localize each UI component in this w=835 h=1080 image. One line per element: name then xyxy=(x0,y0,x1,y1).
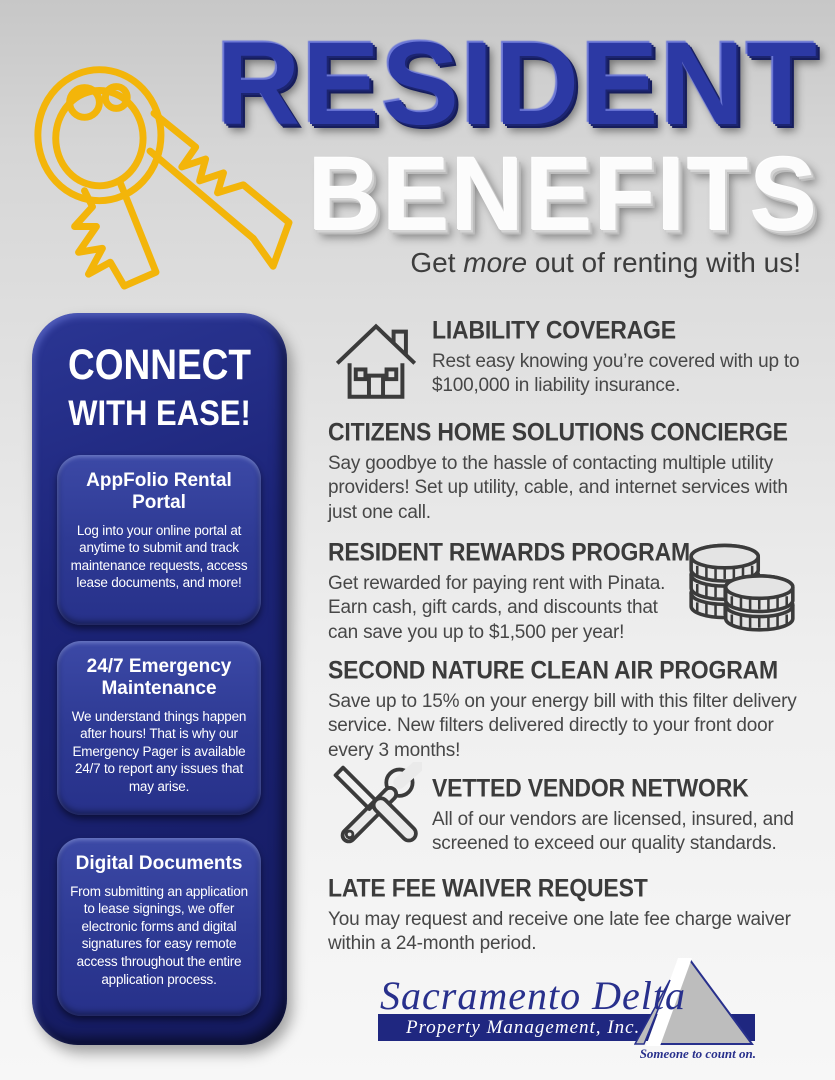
sidebar-card-appfolio xyxy=(57,455,261,625)
benefit-title: CITIZENS HOME SOLUTIONS CONCIERGE xyxy=(328,418,788,447)
benefit-body: Save up to 15% on your energy bill with this filter delivery service. New filters delivered directly to your front door every 3 months! xyxy=(328,691,797,761)
tagline-emphasis: more xyxy=(463,247,528,278)
benefit-body: You may request and receive one late fee charge waiver within a 24-month period. xyxy=(328,909,791,955)
sidebar-card-digital-documents xyxy=(57,838,261,1016)
company-name-line1: Sacramento Delta xyxy=(380,973,686,1018)
benefit-title: RESIDENT REWARDS PROGRAM xyxy=(328,538,690,567)
crossed-tools-icon xyxy=(328,762,422,856)
sidebar-card-title: AppFolio Rental Portal xyxy=(86,470,232,513)
page-title-line1: RESIDENT xyxy=(216,16,819,150)
connect-with-ease-panel xyxy=(32,313,287,1045)
company-slogan: Someone to count on. xyxy=(639,1046,756,1061)
sidebar-card-emergency xyxy=(57,641,261,815)
benefits-list xyxy=(328,312,820,962)
tagline-prefix: Get xyxy=(410,247,464,278)
sidebar-title-line1: CONNECT xyxy=(68,341,251,389)
tagline xyxy=(410,247,801,279)
sidebar-title-line2: WITH EASE! xyxy=(68,393,251,434)
page-title-line2: BENEFITS xyxy=(308,135,819,254)
sidebar-card-body: Log into your online portal at anytime to submit and track maintenance requests, access lease documents, and more! xyxy=(70,522,248,591)
benefit-title: LIABILITY COVERAGE xyxy=(432,316,676,345)
sidebar-card-body: We understand things happen after hours! That is why our Emergency Pager is available 24/7 to report any issues that may arise. xyxy=(71,708,247,794)
sidebar-card-title: Digital Documents xyxy=(75,853,243,874)
benefit-body: Get rewarded for paying rent with Pinata. Earn cash, gift cards, and discounts that can save you up to $1,500 per year! xyxy=(328,573,666,643)
benefit-body: Say goodbye to the hassle of contacting multiple utility providers! Set up utility, cable, and internet services with just one call. xyxy=(328,453,788,523)
benefit-body: All of our vendors are licensed, insured, and screened to exceed our quality standards. xyxy=(432,809,794,855)
sidebar-card-title: 24/7 Emergency Maintenance xyxy=(86,656,232,699)
house-icon xyxy=(330,314,422,402)
company-logo xyxy=(372,960,764,1070)
company-name-line2: Property Management, Inc. xyxy=(406,1017,641,1038)
coins-icon xyxy=(682,530,804,632)
benefit-body: Rest easy knowing you’re covered with up to $100,000 in liability insurance. xyxy=(432,351,800,397)
benefit-title: LATE FEE WAIVER REQUEST xyxy=(328,874,648,903)
sidebar-card-body: From submitting an application to lease signings, we offer electronic forms and digital signatures for easy remote access throughout the entire application process. xyxy=(70,883,248,987)
tagline-suffix: out of renting with us! xyxy=(527,247,801,278)
benefit-title: SECOND NATURE CLEAN AIR PROGRAM xyxy=(328,656,778,685)
benefit-title: VETTED VENDOR NETWORK xyxy=(432,774,749,803)
